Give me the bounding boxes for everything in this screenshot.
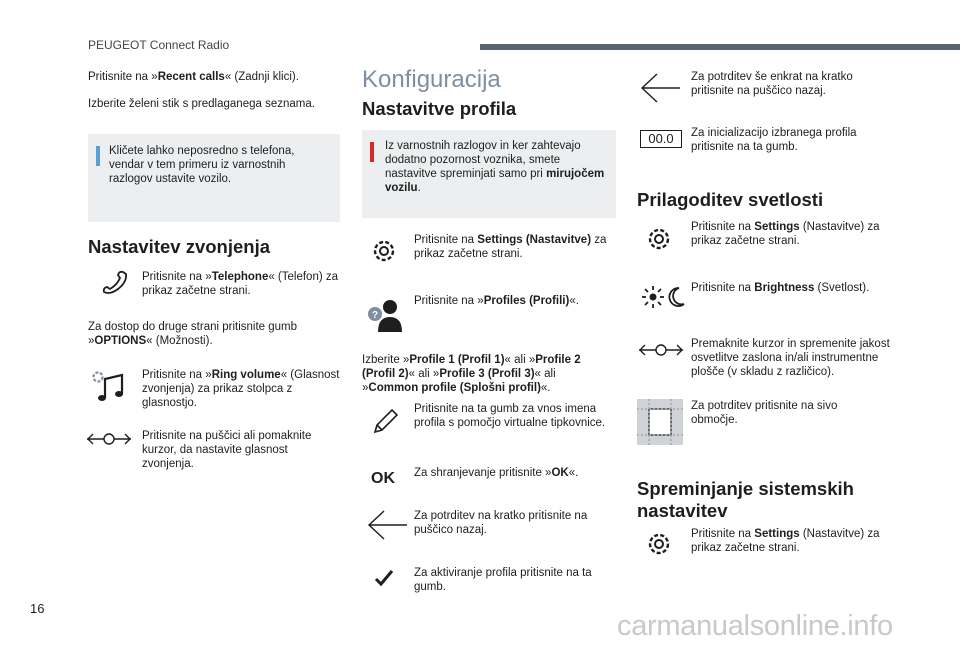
step-cursor-intensity: Premaknite kurzor in spremenite jakost osvetlitve zaslona in/ali instrumentne plošče (v skladu z različico). — [691, 338, 890, 378]
step-ring-volume: Pritisnite na »Ring volume« (Glasnost zvonjenja) za prikaz stolpca z glasnostjo. — [142, 369, 340, 409]
step-edit-name: Pritisnite na ta gumb za vnos imena profila s pomočjo virtualne tipkovnice. — [414, 403, 606, 429]
settings-gear-icon — [645, 530, 673, 558]
ok-button-icon: OK — [371, 470, 395, 487]
header-bar — [480, 44, 960, 50]
page-title: Konfiguracija — [362, 66, 501, 93]
section-heading-profiles: Nastavitve profila — [362, 98, 517, 119]
step-telephone: Pritisnite na »Telephone« (Telefon) za prikaz začetne strani. — [142, 271, 339, 297]
info-note-text: Kličete lahko neposredno s telefona, vendar v tem primeru iz varnostnih razlogov ustavite vozilo. — [109, 145, 295, 185]
section-heading-brightness: Prilagoditev svetlosti — [637, 189, 824, 210]
page-number: 16 — [30, 601, 45, 616]
brightness-icon — [641, 285, 685, 309]
settings-gear-icon — [370, 237, 398, 265]
warning-note-text: Iz varnostnih razlogov in ker zahtevajo dodatno pozornost voznika, smete nastavitve spreminjati samo pri mirujočem vozilu. — [385, 140, 605, 194]
back-arrow-icon — [639, 72, 681, 104]
svg-text:?: ? — [371, 310, 379, 321]
step-back-again: Za potrditev še enkrat na kratko pritisnite na puščico nazaj. — [691, 71, 853, 97]
telephone-icon — [100, 270, 130, 296]
options-text: Za dostop do druge strani pritisnite gumb »OPTIONS« (Možnosti). — [88, 321, 298, 347]
section-heading-system: Spreminjanje sistemskih nastavitev — [637, 478, 854, 521]
step-brightness: Pritisnite na Brightness (Svetlost). — [691, 282, 870, 294]
warning-icon — [370, 142, 374, 162]
select-profile-text: Izberite »Profile 1 (Profil 1)« ali »Profile 2 (Profil 2)« ali »Profile 3 (Profil 3)« ali »Common profile (Splošni profil)«. — [362, 354, 581, 394]
check-icon — [374, 568, 394, 588]
info-note — [88, 134, 340, 222]
slider-icon — [638, 340, 684, 360]
grey-area-icon — [637, 399, 683, 445]
warning-note — [362, 130, 616, 218]
reset-button-icon: 00.0 — [640, 130, 682, 148]
step-back: Za potrditev na kratko pritisnite na puščico nazaj. — [414, 510, 588, 536]
step-settings: Pritisnite na Settings (Nastavitve) za prikaz začetne strani. — [414, 234, 607, 260]
settings-gear-icon — [645, 225, 673, 253]
header-title: PEUGEOT Connect Radio — [88, 38, 230, 52]
step-volume-slider: Pritisnite na puščici ali pomaknite kurzor, da nastavite glasnost zvonjenja. — [142, 430, 312, 470]
watermark: carmanualsonline.info — [617, 610, 893, 642]
pencil-icon — [371, 406, 401, 436]
step-grey-area: Za potrditev pritisnite na sivo območje. — [691, 400, 838, 426]
step-ok: Za shranjevanje pritisnite »OK«. — [414, 467, 579, 479]
step-reset: Za inicializacijo izbranega profila pritisnite na ta gumb. — [691, 127, 857, 153]
section-heading-ringtone: Nastavitev zvonjenja — [88, 236, 270, 257]
slider-icon — [86, 429, 132, 449]
info-icon — [96, 146, 100, 166]
profile-icon — [366, 298, 406, 334]
step-activate-profile: Za aktiviranje profila pritisnite na ta gumb. — [414, 567, 592, 593]
recent-calls-text: Pritisnite na »Recent calls« (Zadnji klici). — [88, 71, 299, 83]
back-arrow-icon — [366, 509, 408, 541]
step-settings-brightness: Pritisnite na Settings (Nastavitve) za prikaz začetne strani. — [691, 221, 880, 247]
step-profiles: Pritisnite na »Profiles (Profili)«. — [414, 295, 579, 307]
step-settings-system: Pritisnite na Settings (Nastavitve) za prikaz začetne strani. — [691, 528, 880, 554]
select-contact-text: Izberite želeni stik s predlaganega seznama. — [88, 98, 315, 110]
ringtone-settings-icon — [89, 368, 127, 404]
